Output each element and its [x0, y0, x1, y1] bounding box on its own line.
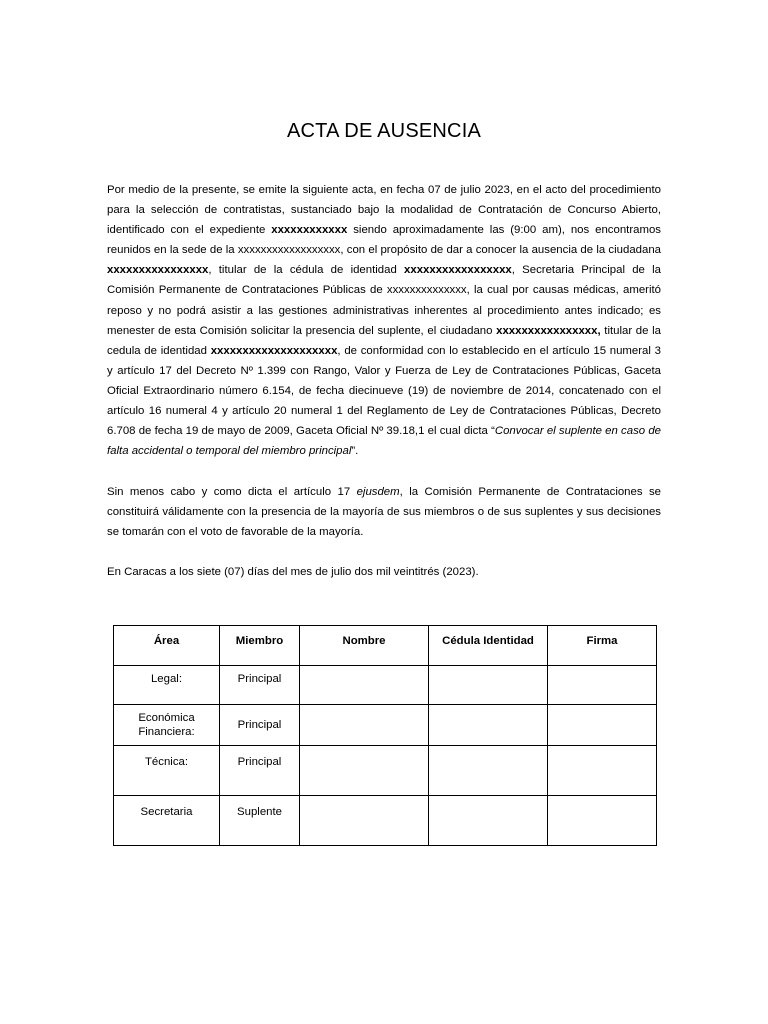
paragraph-closing: En Caracas a los siete (07) días del mes de julio dos mil veintitrés (2023). — [107, 566, 479, 578]
page-title: ACTA DE AUSENCIA — [287, 120, 481, 142]
paragraph-intro-text-2: siendo aproximadamente las (9:00 am), nos encontramos reunidos en la sede de la xxxxxxxxxxxxxxxxxx, con el propósito de dar a conocer la ausencia de la ciudadana — [107, 224, 661, 257]
table-row — [114, 666, 657, 705]
cell-nombre — [300, 746, 429, 796]
absent-citizen-id: xxxxxxxxxxxxxxxxx — [404, 264, 512, 277]
cell-cedula — [429, 666, 548, 705]
paragraph-intro-text-4: , Secretaria Principal de la Comisión Permanente de Contrataciones Públicas de xxxxxxxxxxxxxx, la cual por causas médicas, ameritó reposo y no podrá asistir a las gestiones administrativas inherentes al procedimiento antes indicado; es menester de esta Comisión solicitar la presencia del suplente, el ciudadano — [107, 264, 661, 337]
paragraph-quorum-text-2: , la Comisión Permanente de Contrataciones se constituirá válidamente con la presencia de la mayoría de sus miembros o de sus suplentes y sus decisiones se tomarán con el voto de favorable de la mayoría. — [107, 486, 661, 539]
signature-table — [113, 625, 657, 846]
cell-area: Secretaria — [114, 796, 220, 846]
cell-firma — [548, 796, 657, 846]
table-row — [114, 796, 657, 846]
table-row — [114, 746, 657, 796]
table-row — [114, 705, 657, 746]
cell-cedula — [429, 796, 548, 846]
paragraph-intro — [107, 180, 661, 461]
cell-miembro: Principal — [220, 705, 300, 746]
cell-firma — [548, 666, 657, 705]
paragraph-intro-text-7: ”. — [351, 445, 359, 458]
paragraph-intro-text-1: Por medio de la presente, se emite la siguiente acta, en fecha 07 de julio 2023, en el acto del procedimiento para la selección de contratistas, sustanciado bajo la modalidad de Contratación de Concurso Abierto, identificado con el expediente — [107, 184, 661, 237]
cell-miembro: Principal — [220, 746, 300, 796]
cell-nombre — [300, 666, 429, 705]
cell-miembro: Suplente — [220, 796, 300, 846]
table-header-row — [114, 626, 657, 666]
cell-cedula — [429, 746, 548, 796]
cell-area: Legal: — [114, 666, 220, 705]
paragraph-intro-text-3: , titular de la cédula de identidad — [208, 264, 405, 277]
cell-nombre — [300, 796, 429, 846]
cell-firma — [548, 705, 657, 746]
paragraph-intro-text-6: , de conformidad con lo establecido en el artículo 15 numeral 3 y artículo 17 del Decreto Nº 1.399 con Rango, Valor y Fuerza de Ley de Contrataciones Públicas, Gaceta Oficial Extraordinario número 6.154, de fecha diecinueve (19) de noviembre de 2014, concatenado con el artículo 16 numeral 4 y artículo 20 numeral 1 del Reglamento de Ley de Contrataciones Públicas, Decreto 6.708 de fecha 19 de mayo de 2009, Gaceta Oficial Nº 39.18,1 el cual dicta “ — [107, 344, 661, 438]
cell-firma — [548, 746, 657, 796]
ejusdem-term: ejusdem — [356, 486, 400, 498]
header-nombre: Nombre — [300, 626, 429, 666]
substitute-name: xxxxxxxxxxxxxxxx, — [496, 324, 601, 337]
expediente-number: xxxxxxxxxxxx — [271, 224, 348, 237]
header-firma: Firma — [548, 626, 657, 666]
quoted-rule: Convocar el suplente en caso de falta accidental o temporal del miembro principal — [107, 425, 661, 458]
paragraph-intro-text-5: titular de la cedula de identidad — [107, 324, 661, 357]
cell-nombre — [300, 705, 429, 746]
substitute-id: xxxxxxxxxxxxxxxxxxxx — [210, 344, 338, 357]
cell-miembro: Principal — [220, 666, 300, 705]
cell-area: Económica Financiera: — [114, 705, 220, 746]
header-miembro: Miembro — [220, 626, 300, 666]
absent-citizen-name: xxxxxxxxxxxxxxxx — [107, 264, 209, 277]
header-cedula: Cédula Identidad — [429, 626, 548, 666]
paragraph-quorum — [107, 482, 661, 542]
cell-area: Técnica: — [114, 746, 220, 796]
header-area: Área — [114, 626, 220, 666]
cell-cedula — [429, 705, 548, 746]
paragraph-quorum-text-1: Sin menos cabo y como dicta el artículo 17 — [107, 486, 357, 498]
